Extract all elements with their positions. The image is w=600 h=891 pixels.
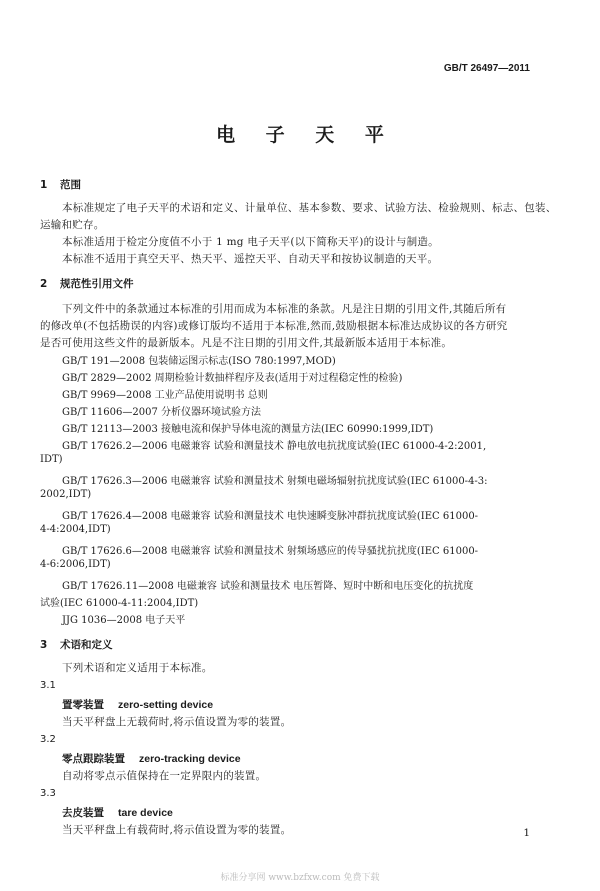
ref-item: GB/T 9969—2008 工业产品使用说明书 总则 [62,390,268,401]
term-number: 3.3 [40,788,56,799]
ref-item: GB/T 12113—2003 接触电流和保护导体电流的测量方法(IEC 60990:1999,IDT) [62,424,434,435]
ref-item: GB/T 17626.11—2008 电磁兼容 试验和测量技术 电压暂降、短时中断和电压变化的抗扰度 [62,581,474,592]
term-definition: 当天平秤盘上无载荷时,将示值设置为零的装置。 [62,716,292,728]
term-title [62,697,213,712]
section-title: 范围 [60,179,81,191]
refs-intro-cont: 的修改单(不包括勘误的内容)或修订版均不适用于本标准,然而,鼓励根据本标准达成协议的各方研究 [40,320,508,332]
term-en: zero-setting device [118,699,214,711]
section-number: 3 [40,639,48,651]
term-en: zero-tracking device [139,753,241,765]
section-3-heading [40,637,113,652]
ref-item: GB/T 191—2008 包装储运图示标志(ISO 780:1997,MOD) [62,356,336,367]
ref-item: GB/T 17626.2—2006 电磁兼容 试验和测量技术 静电放电抗扰度试验(IEC 61000-4-2:2001, [62,441,487,452]
refs-intro: 下列文件中的条款通过本标准的引用而成为本标准的条款。凡是注日期的引用文件,其随后所有 [62,303,507,315]
terms-intro: 下列术语和定义适用于本标准。 [62,662,213,674]
term-definition: 自动将零点示值保持在一定界限内的装置。 [62,770,267,782]
term-en: tare device [118,807,173,819]
standard-code: GB/T 26497—2011 [443,63,530,74]
term-title [62,805,173,820]
page-number: 1 [523,827,530,839]
scope-paragraph-1: 本标准规定了电子天平的术语和定义、计量单位、基本参数、要求、试验方法、检验规则、标志、包装、 [62,202,557,214]
term-zh: 去皮装置 [62,807,104,819]
ref-item-cont: IDT) [40,454,63,465]
ref-item-cont: 试验(IEC 61000-4-11:2004,IDT) [40,598,199,609]
ref-item: GB/T 17626.4—2008 电磁兼容 试验和测量技术 电快速瞬变脉冲群抗扰度试验(IEC 61000- [62,511,479,522]
ref-item: GB/T 2829—2002 周期检验计数抽样程序及表(适用于对过程稳定性的检验) [62,373,403,384]
ref-item-cont: 4-4:2004,IDT) [40,524,111,535]
ref-item-cont: 4-6:2006,IDT) [40,559,111,570]
term-zh: 零点跟踪装置 [62,753,125,765]
section-title: 规范性引用文件 [60,278,134,290]
section-number: 2 [40,278,48,290]
refs-intro-cont: 是否可使用这些文件的最新版本。凡是不注日期的引用文件,其最新版本适用于本标准。 [40,337,453,349]
term-definition: 当天平秤盘上有载荷时,将示值设置为零的装置。 [62,824,292,836]
scope-paragraph-1-cont: 运输和贮存。 [40,219,105,231]
section-2-heading [40,276,134,291]
section-1-heading [40,177,81,192]
section-title: 术语和定义 [60,639,113,651]
ref-item-cont: 2002,IDT) [40,489,92,500]
ref-item: GB/T 11606—2007 分析仪器环境试验方法 [62,407,261,418]
scope-paragraph-2: 本标准适用于检定分度值不小于 1 mg 电子天平(以下简称天平)的设计与制造。 [62,236,439,248]
document-title: 电 子 天 平 [216,124,396,146]
term-zh: 置零装置 [62,699,104,711]
footer-watermark: 标准分享网 www.bzfxw.com 免费下载 [220,873,380,883]
section-number: 1 [40,179,48,191]
term-number: 3.1 [40,680,56,691]
ref-item: JJG 1036—2008 电子天平 [62,615,186,626]
ref-item: GB/T 17626.3—2006 电磁兼容 试验和测量技术 射频电磁场辐射抗扰度试验(IEC 61000-4-3: [62,476,488,487]
term-title [62,751,241,766]
term-number: 3.2 [40,734,56,745]
scope-paragraph-3: 本标准不适用于真空天平、热天平、遥控天平、自动天平和按协议制造的天平。 [62,253,439,265]
ref-item: GB/T 17626.6—2008 电磁兼容 试验和测量技术 射频场感应的传导骚扰抗扰度(IEC 61000- [62,546,479,557]
